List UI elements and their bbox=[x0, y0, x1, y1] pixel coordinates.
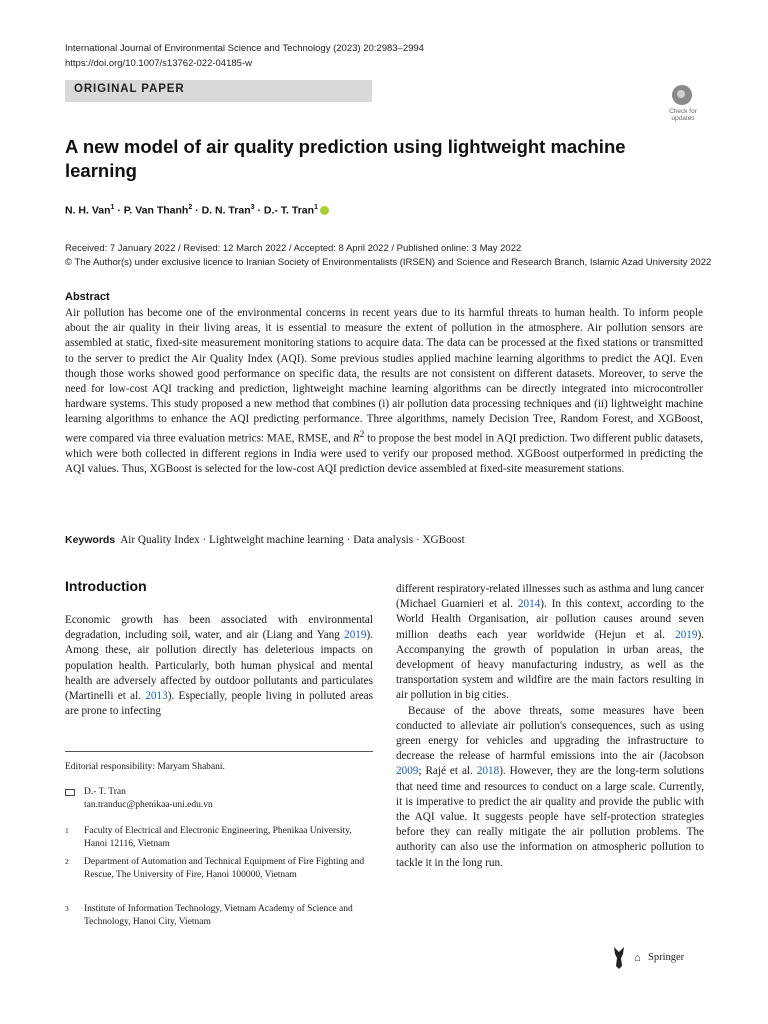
author-name: P. Van Thanh bbox=[123, 204, 189, 217]
abstract-heading: Abstract bbox=[65, 291, 110, 303]
author-affiliation-mark: 1 bbox=[110, 204, 115, 211]
author-affiliation-mark: 1 bbox=[314, 204, 318, 211]
springer-horse-icon bbox=[612, 946, 626, 970]
orcid-icon[interactable] bbox=[320, 206, 329, 215]
intro-text: Economic growth has been associated with environmental degradation, including soil, water, and air (Liang and Yang bbox=[65, 614, 373, 642]
intro-text: ). In this context, according to the World Health Organisation, air pollution causes around seven million deaths each year worldwide (Hejun et al. bbox=[396, 598, 704, 641]
article-type-label: ORIGINAL PAPER bbox=[74, 83, 185, 95]
abstract-text bbox=[65, 306, 703, 477]
publisher-logo bbox=[612, 944, 712, 974]
affiliation-text: Institute of Information Technology, Vietnam Academy of Science and Technology, Hanoi City, Vietnam bbox=[84, 904, 353, 927]
r-symbol: R bbox=[352, 432, 360, 445]
intro-paragraph bbox=[396, 704, 704, 871]
intro-text: ). However, they are the long-term solutions that need time and resources to conduct on a large scale. Currently, it is imperative to predict the air quality and provide the public with the AQI value. It suggests people have self-protection strategies before they can really mitigate the air pollution problems. The authority can also use the information on atmospheric pollution to tackle it in the long run. bbox=[396, 765, 704, 869]
intro-paragraph bbox=[396, 582, 704, 704]
springer-mark-icon: ⌂ bbox=[634, 952, 641, 964]
envelope-icon bbox=[65, 789, 75, 796]
dates-line: Received: 7 January 2022 / Revised: 12 March 2022 / Accepted: 8 April 2022 / Published online: 3 May 2022 bbox=[65, 243, 522, 254]
author-affiliation-mark: 3 bbox=[250, 204, 255, 211]
intro-text: ; Rajé et al. bbox=[418, 765, 477, 778]
journal-citation: International Journal of Environmental Science and Technology (2023) 20:2983–2994 bbox=[65, 43, 424, 54]
check-badge-line1: Check for bbox=[669, 108, 697, 115]
doi-link[interactable]: https://doi.org/10.1007/s13762-022-04185-w bbox=[65, 58, 252, 69]
corresponding-author bbox=[65, 786, 365, 811]
r-superscript: 2 bbox=[359, 429, 365, 440]
intro-column-right bbox=[396, 582, 704, 871]
intro-text: ). Among these, air pollution directly has deleterious impacts on population health. Particularly, both human physical and mental health are adversely affected by outdoor pollutants and particulates (Martinelli et al. bbox=[65, 629, 373, 703]
check-badge-line2: updates bbox=[671, 115, 695, 122]
check-for-updates-badge[interactable] bbox=[663, 83, 703, 125]
intro-text: ). Accompanying the growth of population in urban areas, the development of heavy manufacturing industry, as well as the transportation system and wildfire are the main factors resulting in air pollution in big cities. bbox=[396, 628, 704, 702]
citation-link[interactable]: 2013 bbox=[145, 690, 168, 703]
abstract-part1: Air pollution has become one of the environmental concerns in recent years due to its harmful threats to human health. To inform people about the air quality in their living areas, it is essential to measure the extent of pollution in the atmosphere. Air pollution sensors are assembled at static, fixed-site measurement monitoring stations to acquire data. The data can be processed at the fixed stations or transmitted to the server to predict the Air Quality Index (AQI). Some previous studies applied machine learning algorithms to predict the AQI. Even though those works showed good performance on specific data, the results are not consistent on different datasets. Moreover, to serve the need for low-cost AQI tracking and prediction, lightweight machine learning algorithms can be directly integrated into microcontroller hardware systems. This study proposed a new method that combines (i) air pollution data processing techniques and (ii) lightweight machine learning algorithms to enhance the AQI predicting performance. Three algorithms, namely Decision Tree, Random Forest, and XGBoost, were compared via three evaluation metrics: MAE, RMSE, and bbox=[65, 307, 703, 445]
intro-paragraph bbox=[65, 613, 373, 719]
intro-text: different respiratory-related illnesses such as asthma and lung cancer (Michael Guarnieri et al. bbox=[396, 583, 704, 611]
affiliation-item bbox=[65, 903, 365, 928]
citation-link[interactable]: 2009 bbox=[396, 765, 419, 778]
author-name: D. N. Tran bbox=[201, 204, 251, 217]
affiliation-text: Faculty of Electrical and Electronic Engineering, Phenikaa University, Hanoi 12116, Vietnam bbox=[84, 826, 352, 849]
intro-text: Because of the above threats, some measures have been conducted to alleviate air pollution's consequences, such as using green energy for vehicles and upgrading the infrastructure to decrease the release of harmful emissions into the air (Jacobson bbox=[396, 704, 704, 763]
publisher-name: Springer bbox=[648, 952, 685, 963]
citation-link[interactable]: 2018 bbox=[476, 765, 500, 778]
keywords bbox=[65, 534, 705, 546]
contact-email[interactable]: tan.tranduc@phenikaa-uni.edu.vn bbox=[84, 799, 213, 810]
copyright-line: © The Author(s) under exclusive licence to Iranian Society of Environmentalists (IRSEN) and Science and Research Branch, Islamic Azad University 2022 bbox=[65, 257, 712, 268]
keywords-text: Air Quality Index · Lightweight machine learning · Data analysis · XGBoost bbox=[120, 534, 465, 546]
citation-link[interactable]: 2014 bbox=[517, 598, 541, 611]
publication-history bbox=[65, 242, 745, 270]
affiliation-number: 3 bbox=[65, 904, 69, 913]
affiliation-number: 1 bbox=[65, 826, 69, 835]
citation-link[interactable]: 2019 bbox=[344, 629, 367, 642]
intro-text: ). Especially, people living in polluted areas are prone to infecting bbox=[65, 690, 373, 718]
affiliation-text: Department of Automation and Technical Equipment of Fire Fighting and Rescue, The University of Fire, Hanoi 100000, Vietnam bbox=[84, 857, 365, 880]
affiliation-number: 2 bbox=[65, 857, 69, 866]
article-type-banner bbox=[65, 80, 372, 102]
author-name: N. H. Van bbox=[65, 204, 111, 217]
journal-header bbox=[65, 41, 424, 71]
affiliation-item bbox=[65, 856, 365, 881]
author-name: D.- T. Tran bbox=[263, 204, 315, 217]
introduction-heading: Introduction bbox=[65, 578, 147, 594]
paper-title: A new model of air quality prediction using lightweight machine learning bbox=[65, 136, 626, 181]
keywords-label: Keywords bbox=[65, 534, 116, 546]
citation-link[interactable]: 2019 bbox=[675, 628, 698, 641]
contact-name: D.- T. Tran bbox=[84, 787, 126, 797]
author-list: N. H. Van$^1$ · P. Van Thanh$^2$ · D. N. Tran$^3$ · D.- T. Tran$^1$ bbox=[65, 204, 329, 217]
intro-column-left bbox=[65, 613, 373, 719]
footnote-divider bbox=[65, 751, 373, 752]
check-updates-icon bbox=[672, 85, 692, 105]
abstract-part2: to propose the best model in AQI prediction. Two different public datasets, which were both collected in different regions in India were used to verify our proposed method. XGBoost outperformed in predicting the AQI values. Thus, XGBoost is selected for the low-cost AQI prediction device assembled at fixed-site measurement stations. bbox=[65, 432, 703, 475]
affiliation-item bbox=[65, 825, 365, 850]
author-affiliation-mark: 2 bbox=[188, 204, 193, 211]
editorial-note: Editorial responsibility: Maryam Shabani. bbox=[65, 762, 225, 772]
